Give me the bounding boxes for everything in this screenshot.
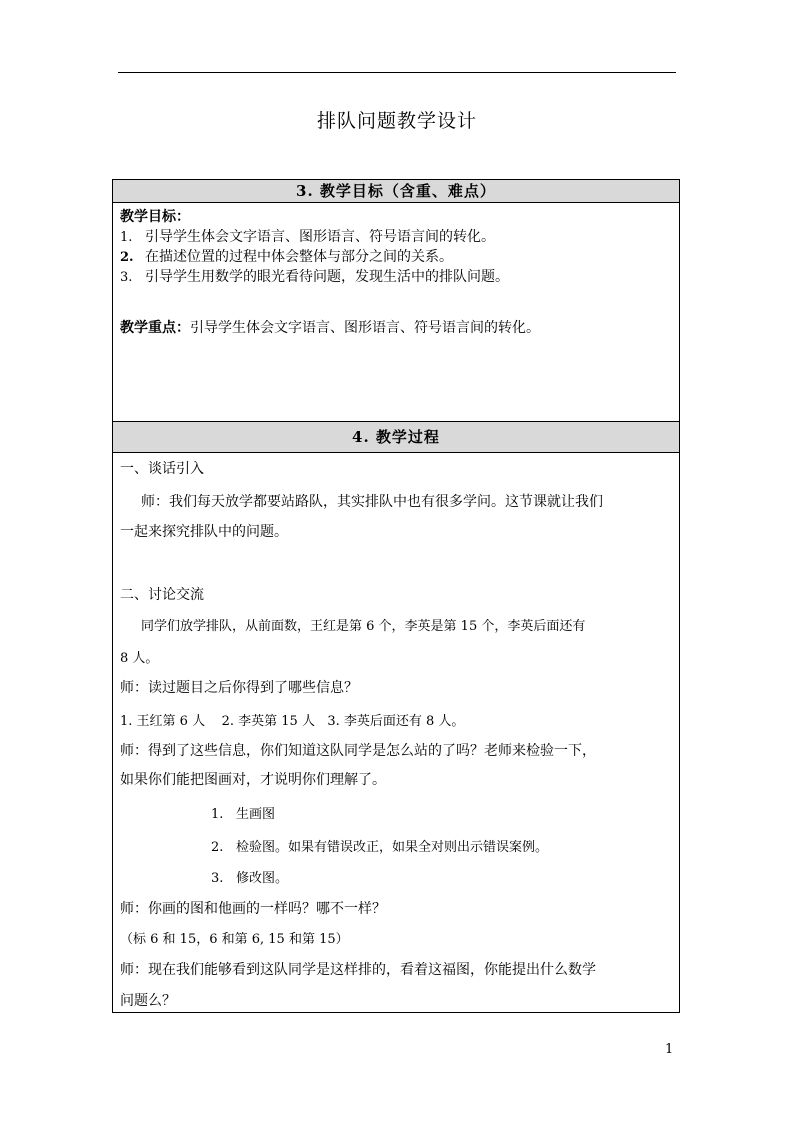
header-rule [118,72,676,73]
question-line: 师：得到了这些信息，你们知道这队同学是怎么站的了吗？老师来检验一下， [120,743,596,759]
goal-text: 引导学生体会文字语言、图形语言、符号语言间的转化。 [145,229,495,245]
page-number: 1 [665,1042,674,1057]
section-3-heading: 3. 教学目标（含重、难点） [113,180,679,203]
goal-number: 1. [120,230,133,245]
goal-text: 在描述位置的过程中体会整体与部分之间的关系。 [145,249,453,265]
focus-text: 引导学生体会文字语言、图形语言、符号语言间的转化。 [190,320,540,336]
section-4-heading: 4. 教学过程 [113,421,679,453]
problem-line: 8 人。 [120,651,159,666]
goal-item [120,226,495,246]
step-text: 生画图 [236,807,276,822]
goal-item [120,246,453,266]
goal-text: 引导学生用数学的眼光看待问题，发现生活中的排队问题。 [145,269,509,285]
step-item [211,803,275,822]
step-text: 修改图。 [236,871,289,886]
goal-number: 3. [120,270,133,285]
step-number: 2. [211,840,224,855]
focus-label: 教学重点： [120,320,190,336]
goals-label: 教学目标： [120,209,190,225]
part-2-title: 二、讨论交流 [120,587,204,603]
info-line: 1. 王红第 6 人 2. 李英第 15 人 3. 李英后面还有 8 人。 [120,714,465,729]
question-line: 问题么？ [120,993,176,1009]
step-item [211,867,288,886]
document-title: 排队问题教学设计 [316,110,477,132]
paragraph-line: 一起来探究排队中的问题。 [120,524,288,540]
step-text: 检验图。如果有错误改正，如果全对则出示错误案例。 [236,840,549,855]
note-line: （标 6 和 15，6 和第 6, 15 和第 15） [120,932,349,947]
goal-item [120,266,509,286]
question-line: 师：读过题目之后你得到了哪些信息？ [120,680,358,696]
problem-line: 同学们放学排队，从前面数，王红是第 6 个，李英是第 15 个，李英后面还有 [141,619,586,634]
goal-number: 2. [120,250,134,265]
question-line: 师：你画的图和他画的一样吗？哪不一样？ [120,901,386,917]
step-number: 3. [211,871,224,886]
focus-line [120,317,540,337]
question-line: 如果你们能把图画对，才说明你们理解了。 [120,772,386,788]
lesson-plan-table [112,179,680,1013]
part-1-title: 一、谈话引入 [120,461,204,477]
step-item [211,836,548,855]
paragraph-line: 师：我们每天放学都要站路队，其实排队中也有很多学问。这节课就让我们 [141,494,603,510]
step-number: 1. [211,807,224,822]
question-line: 师：现在我们能够看到这队同学是这样排的，看着这福图，你能提出什么数学 [120,962,596,978]
